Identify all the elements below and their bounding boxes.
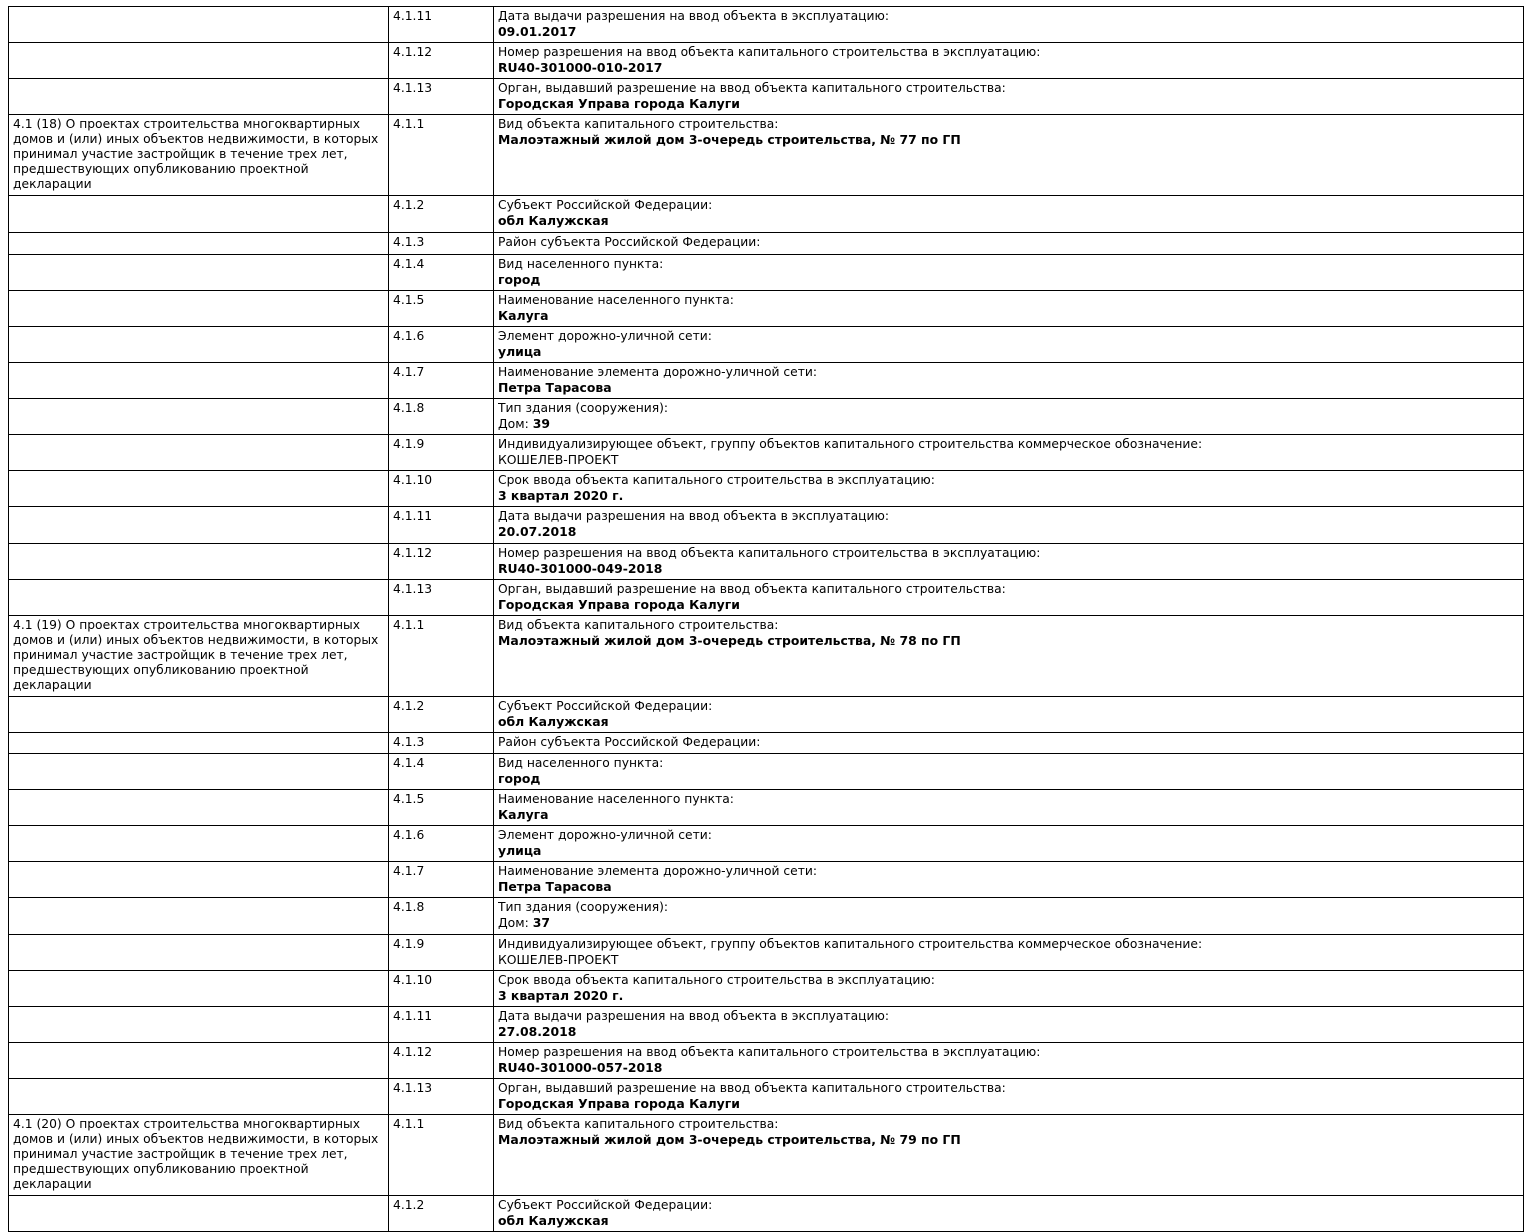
- section-cell: [9, 362, 389, 398]
- field-value: 3 квартал 2020 г.: [498, 488, 624, 504]
- section-cell: [9, 471, 389, 507]
- section-cell: [9, 7, 389, 43]
- field-label: Срок ввода объекта капитального строительства в эксплуатацию:: [498, 972, 935, 987]
- section-cell: [9, 1042, 389, 1078]
- field-cell: [494, 862, 1524, 898]
- section-cell: [9, 543, 389, 579]
- row-code-cell: 4.1.2: [389, 196, 494, 232]
- field-label: Тип здания (сооружения):: [498, 900, 669, 915]
- section-cell: [9, 934, 389, 970]
- section-cell: [9, 254, 389, 290]
- table-row: [9, 507, 1524, 543]
- row-code-cell: 4.1.12: [389, 543, 494, 579]
- field-label: Орган, выдавший разрешение на ввод объекта капитального строительства:: [498, 81, 1006, 96]
- table-row: [9, 399, 1524, 435]
- field-cell: [494, 1115, 1524, 1196]
- row-code-cell: 4.1.8: [389, 399, 494, 435]
- field-value: Городская Управа города Калуги: [498, 1096, 740, 1111]
- table-body: [9, 7, 1524, 1232]
- field-label: Номер разрешения на ввод объекта капитального строительства в эксплуатацию:: [498, 1044, 1041, 1059]
- field-label: Вид населенного пункта:: [498, 755, 664, 770]
- field-cell: [494, 934, 1524, 970]
- field-value: КОШЕЛЕВ-ПРОЕКТ: [498, 951, 619, 967]
- section-cell: [9, 399, 389, 435]
- field-value-prefix: Дом:: [498, 416, 533, 431]
- field-cell: [494, 579, 1524, 615]
- row-code-cell: 4.1.4: [389, 254, 494, 290]
- row-code-cell: 4.1.3: [389, 732, 494, 753]
- field-label: Индивидуализирующее объект, группу объектов капитального строительства коммерческое обозначение:: [498, 936, 1203, 951]
- table-row: [9, 732, 1524, 753]
- field-value: Городская Управа города Калуги: [498, 596, 740, 612]
- field-value-prefix: Дом:: [498, 915, 533, 931]
- table-row: [9, 862, 1524, 898]
- field-value: город: [498, 770, 541, 786]
- section-cell: [9, 43, 389, 79]
- field-value: 09.01.2017: [498, 24, 577, 39]
- field-value: Малоэтажный жилой дом 3-очередь строительства, № 78 по ГП: [498, 632, 961, 648]
- field-cell: [494, 7, 1524, 43]
- field-cell: [494, 970, 1524, 1006]
- table-row: [9, 471, 1524, 507]
- table-row: [9, 196, 1524, 232]
- field-cell: [494, 898, 1524, 934]
- field-cell: [494, 290, 1524, 326]
- field-label: Элемент дорожно-уличной сети:: [498, 828, 712, 843]
- field-value: обл Калужская: [498, 213, 609, 229]
- table-row: [9, 232, 1524, 254]
- row-code-cell: 4.1.12: [389, 43, 494, 79]
- field-value: 3 квартал 2020 г.: [498, 987, 624, 1003]
- table-row: [9, 1115, 1524, 1196]
- row-code-cell: 4.1.13: [389, 79, 494, 115]
- field-label: Срок ввода объекта капитального строительства в эксплуатацию:: [498, 473, 935, 488]
- row-code-cell: 4.1.11: [389, 7, 494, 43]
- field-cell: [494, 79, 1524, 115]
- section-cell: [9, 1196, 389, 1232]
- field-value: улица: [498, 343, 542, 359]
- field-label: Вид объекта капитального строительства:: [498, 617, 779, 632]
- row-code-cell: 4.1.11: [389, 1006, 494, 1042]
- table-row: [9, 696, 1524, 732]
- table-row: [9, 79, 1524, 115]
- field-value: КОШЕЛЕВ-ПРОЕКТ: [498, 452, 619, 468]
- section-cell: [9, 507, 389, 543]
- section-cell: [9, 753, 389, 789]
- section-cell: [9, 898, 389, 934]
- section-cell: [9, 435, 389, 471]
- field-value: [498, 416, 1519, 431]
- row-code-cell: 4.1.9: [389, 934, 494, 970]
- field-cell: [494, 232, 1524, 254]
- field-cell: [494, 615, 1524, 696]
- field-label: Орган, выдавший разрешение на ввод объекта капитального строительства:: [498, 1081, 1006, 1095]
- field-value: Калуга: [498, 307, 549, 323]
- document-page: [0, 6, 1529, 1232]
- table-row: [9, 326, 1524, 362]
- field-label: Субъект Российской Федерации:: [498, 198, 713, 213]
- field-label: Вид объекта капитального строительства:: [498, 1117, 779, 1132]
- field-cell: [494, 362, 1524, 398]
- section-cell: 4.1 (19) О проектах строительства многоквартирных домов и (или) иных объектов недвижимости, в которых принимал участие застройщик в течение трех лет, предшествующих опубликованию проектной декларации: [9, 615, 389, 696]
- field-label: Дата выдачи разрешения на ввод объекта в эксплуатацию:: [498, 9, 889, 23]
- field-label: Наименование населенного пункта:: [498, 292, 734, 307]
- row-code-cell: 4.1.1: [389, 115, 494, 196]
- row-code-cell: 4.1.12: [389, 1042, 494, 1078]
- field-label: Номер разрешения на ввод объекта капитального строительства в эксплуатацию:: [498, 45, 1041, 60]
- section-cell: [9, 862, 389, 898]
- field-value-main: 39: [532, 416, 550, 431]
- field-value: Малоэтажный жилой дом 3-очередь строительства, № 79 по ГП: [498, 1132, 961, 1148]
- row-code-cell: 4.1.13: [389, 579, 494, 615]
- section-cell: [9, 790, 389, 826]
- row-code-cell: 4.1.7: [389, 362, 494, 398]
- section-cell: [9, 232, 389, 254]
- field-value: RU40-301000-010-2017: [498, 60, 663, 76]
- table-row: [9, 615, 1524, 696]
- field-cell: [494, 399, 1524, 435]
- table-row: [9, 1196, 1524, 1232]
- field-cell: [494, 326, 1524, 362]
- field-value: RU40-301000-049-2018: [498, 560, 663, 576]
- field-cell: [494, 254, 1524, 290]
- section-cell: [9, 970, 389, 1006]
- field-label: Район субъекта Российской Федерации:: [498, 234, 761, 249]
- row-code-cell: 4.1.4: [389, 753, 494, 789]
- field-label: Наименование элемента дорожно-уличной сети:: [498, 864, 818, 879]
- field-value: улица: [498, 843, 542, 859]
- field-label: Наименование элемента дорожно-уличной сети:: [498, 364, 818, 379]
- table-row: [9, 290, 1524, 326]
- section-cell: [9, 732, 389, 753]
- field-value-main: 37: [532, 915, 550, 931]
- field-label: Дата выдачи разрешения на ввод объекта в эксплуатацию:: [498, 509, 889, 524]
- field-cell: [494, 1079, 1524, 1115]
- table-row: [9, 579, 1524, 615]
- field-label: Наименование населенного пункта:: [498, 792, 734, 806]
- table-row: [9, 435, 1524, 471]
- row-code-cell: 4.1.8: [389, 898, 494, 934]
- field-value: 27.08.2018: [498, 1023, 577, 1039]
- section-cell: 4.1 (20) О проектах строительства многоквартирных домов и (или) иных объектов недвижимости, в которых принимал участие застройщик в течение трех лет, предшествующих опубликованию проектной декларации: [9, 1115, 389, 1196]
- row-code-cell: 4.1.7: [389, 862, 494, 898]
- field-value: обл Калужская: [498, 713, 609, 729]
- row-code-cell: 4.1.5: [389, 290, 494, 326]
- row-code-cell: 4.1.2: [389, 696, 494, 732]
- section-cell: [9, 290, 389, 326]
- field-value: Петра Тарасова: [498, 879, 612, 895]
- table-row: [9, 970, 1524, 1006]
- field-label: Индивидуализирующее объект, группу объектов капитального строительства коммерческое обозначение:: [498, 437, 1203, 452]
- field-value: 20.07.2018: [498, 524, 577, 540]
- table-row: [9, 1079, 1524, 1115]
- row-code-cell: 4.1.6: [389, 826, 494, 862]
- section-cell: [9, 196, 389, 232]
- section-cell: [9, 579, 389, 615]
- section-cell: [9, 826, 389, 862]
- table-row: [9, 826, 1524, 862]
- section-cell: [9, 1006, 389, 1042]
- field-cell: [494, 753, 1524, 789]
- field-value: RU40-301000-057-2018: [498, 1059, 663, 1075]
- row-code-cell: 4.1.13: [389, 1079, 494, 1115]
- field-cell: [494, 507, 1524, 543]
- row-code-cell: 4.1.1: [389, 1115, 494, 1196]
- row-code-cell: 4.1.9: [389, 435, 494, 471]
- field-cell: [494, 435, 1524, 471]
- row-code-cell: 4.1.10: [389, 471, 494, 507]
- field-value: Петра Тарасова: [498, 379, 612, 395]
- table-row: [9, 934, 1524, 970]
- section-cell: 4.1 (18) О проектах строительства многоквартирных домов и (или) иных объектов недвижимости, в которых принимал участие застройщик в течение трех лет, предшествующих опубликованию проектной декларации: [9, 115, 389, 196]
- field-label: Дата выдачи разрешения на ввод объекта в эксплуатацию:: [498, 1008, 889, 1023]
- project-declaration-table: [8, 6, 1524, 1232]
- table-row: [9, 362, 1524, 398]
- field-value: Калуга: [498, 807, 549, 822]
- field-cell: [494, 196, 1524, 232]
- row-code-cell: 4.1.6: [389, 326, 494, 362]
- field-label: Субъект Российской Федерации:: [498, 1198, 713, 1213]
- field-cell: [494, 696, 1524, 732]
- row-code-cell: 4.1.1: [389, 615, 494, 696]
- field-value: Городская Управа города Калуги: [498, 96, 740, 112]
- table-row: [9, 1042, 1524, 1078]
- field-cell: [494, 1196, 1524, 1232]
- row-code-cell: 4.1.5: [389, 790, 494, 826]
- table-row: [9, 1006, 1524, 1042]
- table-row: [9, 790, 1524, 826]
- field-cell: [494, 1042, 1524, 1078]
- table-row: [9, 753, 1524, 789]
- field-cell: [494, 826, 1524, 862]
- table-row: [9, 115, 1524, 196]
- field-value: Малоэтажный жилой дом 3-очередь строительства, № 77 по ГП: [498, 132, 961, 148]
- row-code-cell: 4.1.2: [389, 1196, 494, 1232]
- field-label: Район субъекта Российской Федерации:: [498, 734, 761, 749]
- field-value: [498, 915, 1519, 930]
- field-cell: [494, 1006, 1524, 1042]
- field-cell: [494, 732, 1524, 753]
- field-label: Вид объекта капитального строительства:: [498, 117, 779, 132]
- field-label: Тип здания (сооружения):: [498, 401, 669, 415]
- field-cell: [494, 790, 1524, 826]
- field-label: Вид населенного пункта:: [498, 256, 664, 271]
- field-label: Элемент дорожно-уличной сети:: [498, 328, 712, 343]
- table-row: [9, 254, 1524, 290]
- field-label: Субъект Российской Федерации:: [498, 698, 713, 713]
- table-row: [9, 7, 1524, 43]
- section-cell: [9, 79, 389, 115]
- field-cell: [494, 471, 1524, 507]
- table-row: [9, 43, 1524, 79]
- section-cell: [9, 1079, 389, 1115]
- field-cell: [494, 115, 1524, 196]
- table-row: [9, 543, 1524, 579]
- table-row: [9, 898, 1524, 934]
- field-label: Номер разрешения на ввод объекта капитального строительства в эксплуатацию:: [498, 545, 1041, 560]
- section-cell: [9, 696, 389, 732]
- field-cell: [494, 543, 1524, 579]
- row-code-cell: 4.1.3: [389, 232, 494, 254]
- row-code-cell: 4.1.11: [389, 507, 494, 543]
- field-label: Орган, выдавший разрешение на ввод объекта капитального строительства:: [498, 581, 1006, 596]
- row-code-cell: 4.1.10: [389, 970, 494, 1006]
- section-cell: [9, 326, 389, 362]
- field-value: обл Калужская: [498, 1213, 609, 1229]
- field-cell: [494, 43, 1524, 79]
- field-value: город: [498, 271, 541, 287]
